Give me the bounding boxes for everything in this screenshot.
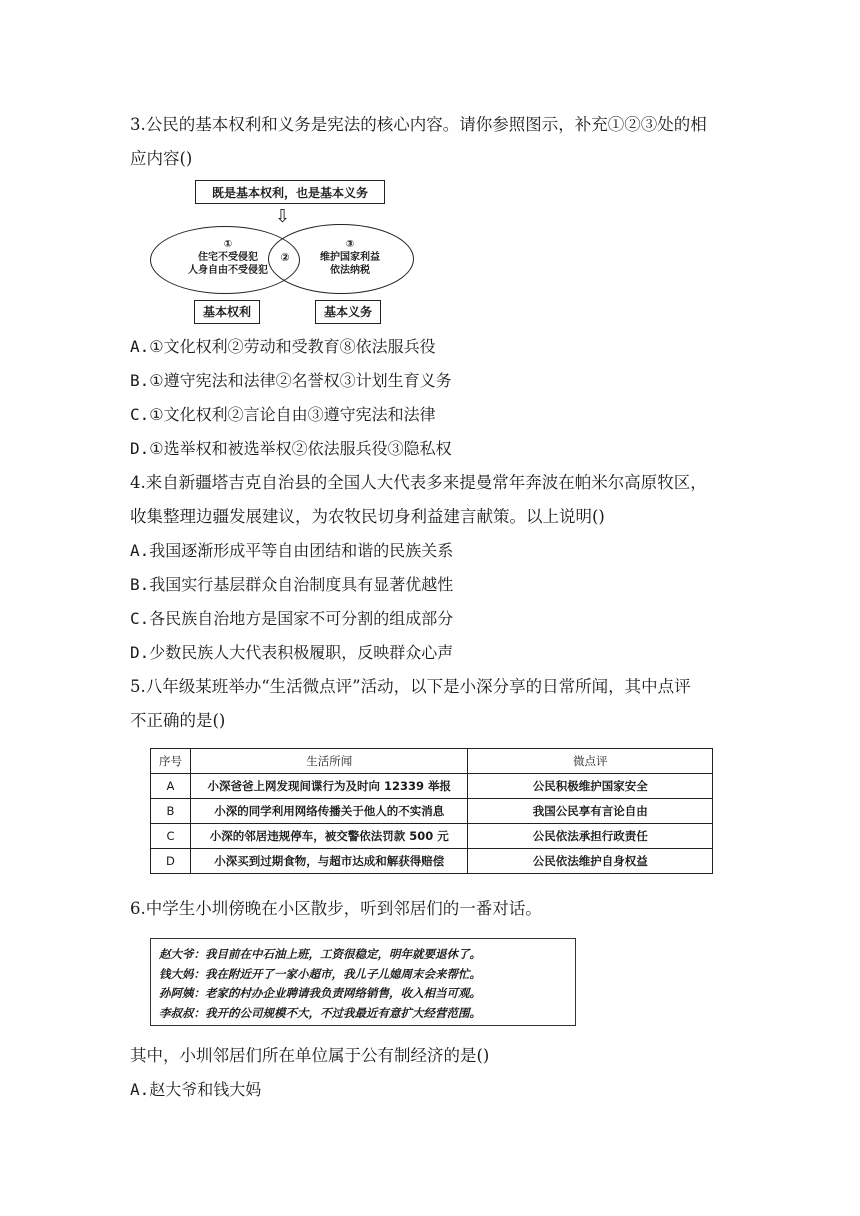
dialog-line: 钱大妈：我在附近开了一家小超市，我儿子儿媳周末会来帮忙。 (159, 966, 481, 981)
row-comment: 公民积极维护国家安全 (468, 774, 713, 799)
label-rights: 基本权利 (194, 300, 260, 324)
mid-num: ② (280, 251, 290, 264)
row-event: 小深买到过期食物，与超市达成和解获得赔偿 (190, 849, 468, 874)
q3-stem-line2: 应内容() (130, 149, 193, 168)
row-event: 小深爸爸上网发现间谍行为及时向 12339 举报 (190, 774, 468, 799)
table-row (151, 774, 713, 799)
right-line1: 维护国家利益 (320, 252, 380, 263)
dialog-line: 李叔叔：我开的公司规模不大，不过我最近有意扩大经营范围。 (159, 1005, 481, 1020)
header-index: 序号 (151, 749, 191, 774)
q6-dialogue-box (150, 938, 576, 1026)
q4-option-d: D.少数民族人大代表积极履职，反映群众心声 (130, 643, 454, 662)
header-comment: 微点评 (468, 749, 713, 774)
row-event: 小深的邻居违规停车，被交警依法罚款 500 元 (190, 824, 468, 849)
down-arrow-icon: ⇩ (275, 206, 291, 227)
row-comment: 公民依法维护自身权益 (468, 849, 713, 874)
left-line2: 人身自由不受侵犯 (188, 265, 268, 276)
diagram-top-box: 既是基本权利，也是基本义务 (195, 180, 385, 204)
q6-stem-line1: 6.中学生小圳傍晚在小区散步，听到邻居们的一番对话。 (130, 899, 542, 918)
header-event: 生活所闻 (190, 749, 468, 774)
q5-table (150, 748, 713, 874)
left-ellipse-text (188, 238, 268, 277)
q4-option-a: A.我国逐渐形成平等自由团结和谐的民族关系 (130, 541, 454, 560)
q4-stem-line1: 4.来自新疆塔吉克自治县的全国人大代表多来提曼常年奔波在帕米尔高原牧区， (130, 473, 707, 492)
q3-option-b: B.①遵守宪法和法律②名誉权③计划生育义务 (130, 371, 452, 390)
table-row (151, 824, 713, 849)
q4-stem-line2: 收集整理边疆发展建议，为农牧民切身利益建言献策。以上说明() (130, 507, 605, 526)
q3-option-d: D.①选举权和被选举权②依法服兵役③隐私权 (130, 439, 452, 458)
q6-stem-line2: 其中，小圳邻居们所在单位属于公有制经济的是() (130, 1046, 490, 1065)
label-duties: 基本义务 (315, 300, 381, 324)
left-line1: 住宅不受侵犯 (198, 252, 258, 263)
table-header-row (151, 749, 713, 774)
row-index: D (151, 849, 191, 874)
row-event: 小深的同学利用网络传播关于他人的不实消息 (190, 799, 468, 824)
right-num: ③ (345, 239, 355, 250)
q4-option-b: B.我国实行基层群众自治制度具有显著优越性 (130, 575, 454, 594)
q5-stem-line1: 5.八年级某班举办“生活微点评”活动，以下是小深分享的日常所闻，其中点评 (130, 677, 691, 696)
table-row (151, 799, 713, 824)
row-index: A (151, 774, 191, 799)
table-row (151, 849, 713, 874)
row-comment: 我国公民享有言论自由 (468, 799, 713, 824)
row-comment: 公民依法承担行政责任 (468, 824, 713, 849)
dialog-line: 孙阿姨：老家的村办企业聘请我负责网络销售，收入相当可观。 (159, 986, 481, 1000)
q3-option-a: A.①文化权利②劳动和受教育⑧依法服兵役 (130, 337, 436, 356)
q5-stem-line2: 不正确的是() (130, 711, 226, 730)
q3-stem-line1: 3.公民的基本权利和义务是宪法的核心内容。请你参照图示，补充①②③处的相 (130, 115, 707, 134)
q3-diagram (150, 178, 420, 326)
q3-option-c: C.①文化权利②言论自由③遵守宪法和法律 (130, 405, 436, 424)
right-line2: 依法纳税 (330, 265, 370, 276)
dialog-line: 赵大爷：我目前在中石油上班，工资很稳定，明年就要退休了。 (159, 947, 481, 961)
left-num: ① (223, 239, 233, 250)
q6-option-a: A.赵大爷和钱大妈 (130, 1080, 262, 1099)
q4-option-c: C.各民族自治地方是国家不可分割的组成部分 (130, 609, 454, 628)
right-ellipse-text (310, 238, 390, 277)
row-index: C (151, 824, 191, 849)
row-index: B (151, 799, 191, 824)
